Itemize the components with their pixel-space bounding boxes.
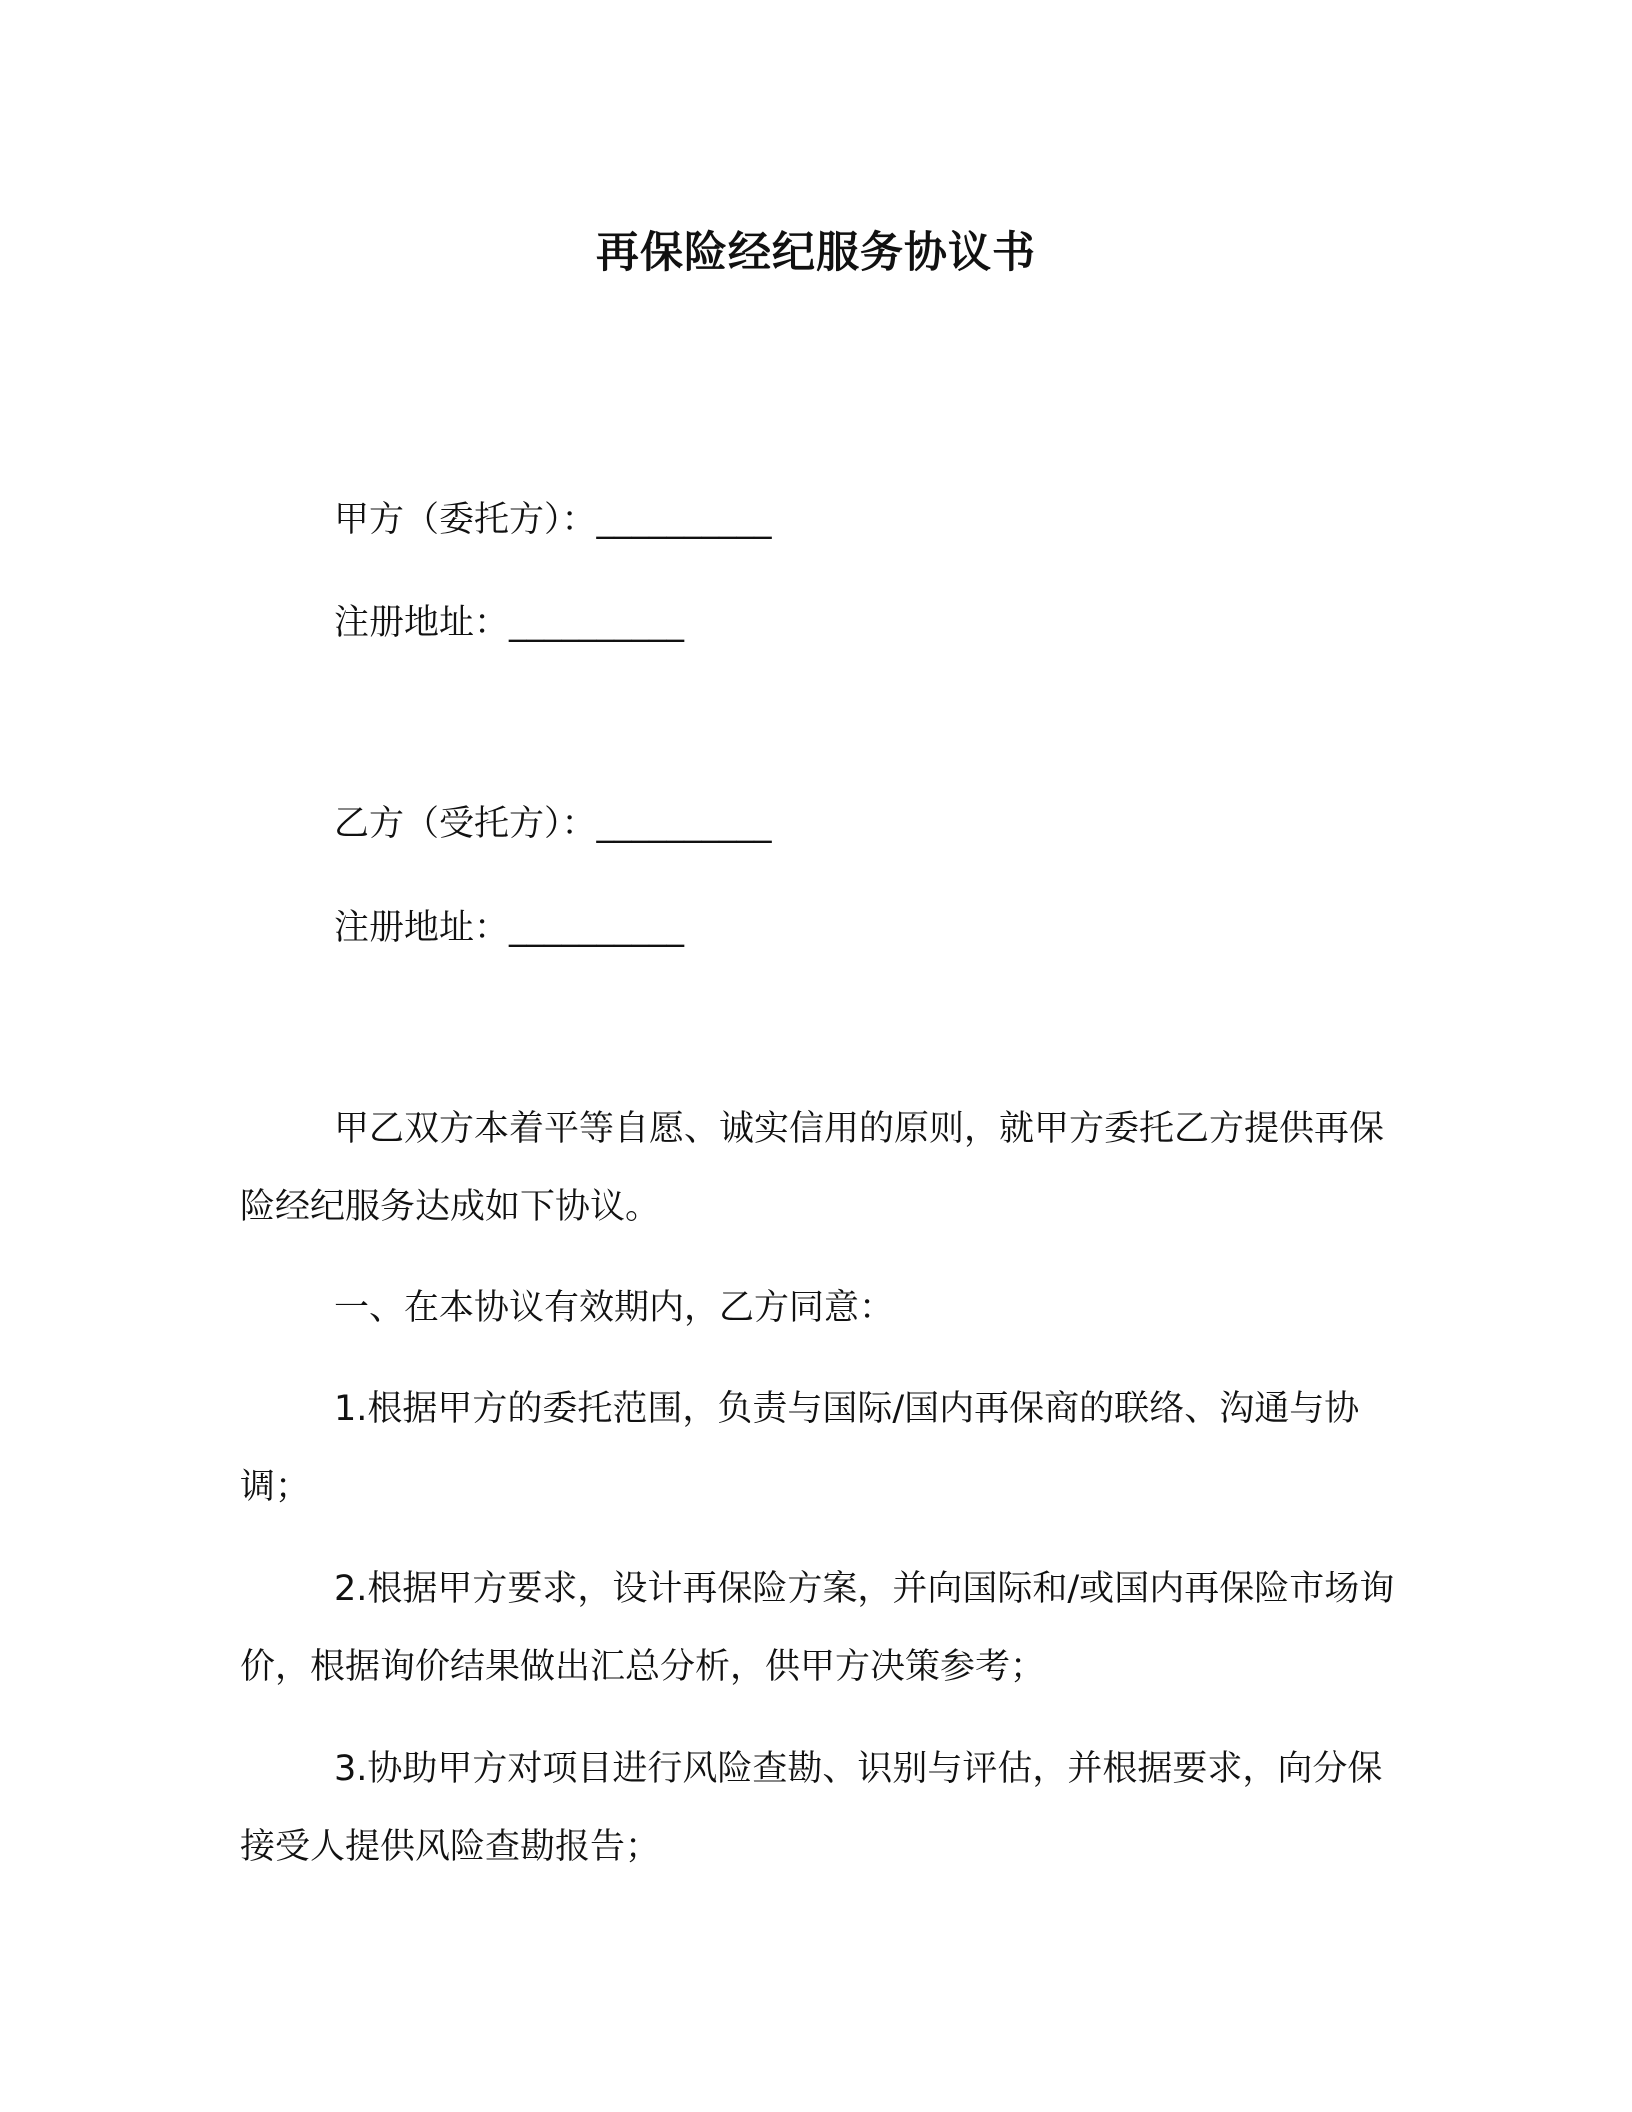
party-b-line <box>334 801 772 847</box>
party-b-address-line <box>334 905 684 951</box>
document-title: 再保险经纪服务协议书 <box>596 228 1036 278</box>
party-a-address-label: 注册地址： <box>334 603 510 643</box>
section-one-heading: 一、在本协议有效期内，乙方同意： <box>334 1288 895 1328</box>
party-a-address-blank: __________ <box>509 603 685 643</box>
clause-2: 2.根据甲方要求，设计再保险方案，并向国际和/或国内再保险市场询价，根据询价结果做出汇总分析，供甲方决策参考； <box>240 1569 1395 1687</box>
intro-paragraph: 甲乙双方本着平等自愿、诚实信用的原则，就甲方委托乙方提供再保险经纪服务达成如下协议。 <box>240 1109 1385 1227</box>
party-b-blank: __________ <box>596 804 772 844</box>
clause-3: 3.协助甲方对项目进行风险查勘、识别与评估，并根据要求，向分保接受人提供风险查勘报告； <box>240 1749 1383 1867</box>
party-b-address-blank: __________ <box>509 908 685 948</box>
party-a-address-line <box>334 600 684 646</box>
clause-1: 1.根据甲方的委托范围，负责与国际/国内再保商的联络、沟通与协调； <box>240 1389 1360 1507</box>
party-b-label: 乙方（受托方）： <box>334 804 597 844</box>
party-a-label: 甲方（委托方）： <box>334 500 597 540</box>
party-a-line <box>334 497 772 543</box>
party-b-address-label: 注册地址： <box>334 908 510 948</box>
party-a-blank: __________ <box>596 500 772 540</box>
